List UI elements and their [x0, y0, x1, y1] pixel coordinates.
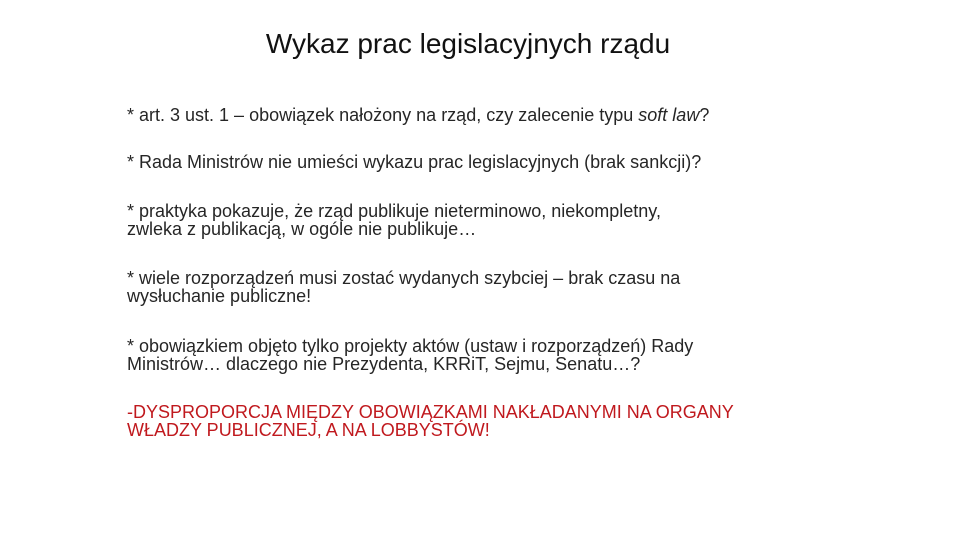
bullet-line: Ministrów… dlaczego nie Prezydenta, KRRiT, Sejmu, Senatu…?: [127, 354, 641, 374]
bullet-line: -DYSPROPORCJA MIĘDZY OBOWIĄZKAMI NAKŁADANYMI NA ORGANY: [127, 402, 734, 422]
bullet-line: wysłuchanie publiczne!: [127, 286, 312, 306]
bullet-line: * praktyka pokazuje, że rząd publikuje nieterminowo, niekompletny,: [127, 201, 661, 221]
bullet-line: zwleka z publikacją, w ogóle nie publikuje…: [127, 219, 477, 239]
bullet-item-scope: [127, 337, 847, 373]
bullet-item-legal-nature: [127, 106, 847, 124]
bullet-line: * Rada Ministrów nie umieści wykazu prac legislacyjnych (brak sankcji)?: [127, 152, 702, 172]
bullet-item-disproportion: [127, 403, 847, 439]
bullet-text-end: ?: [699, 105, 710, 125]
slide-title: Wykaz prac legislacyjnych rządu: [265, 28, 671, 59]
bullet-line: WŁADZY PUBLICZNEJ, A NA LOBBYSTÓW!: [127, 420, 490, 440]
bullet-item-practice: [127, 202, 847, 238]
bullet-item-regulations: [127, 269, 847, 305]
bullet-line: * obowiązkiem objęto tylko projekty aktów (ustaw i rozporządzeń) Rady: [127, 336, 694, 356]
bullet-text: * art. 3 ust. 1 – obowiązek nałożony na rząd, czy zalecenie typu: [127, 105, 639, 125]
bullet-emphasis: soft law: [638, 105, 700, 125]
bullet-line: * wiele rozporządzeń musi zostać wydanych szybciej – brak czasu na: [127, 268, 681, 288]
bullet-item-no-sanctions: [127, 153, 847, 171]
